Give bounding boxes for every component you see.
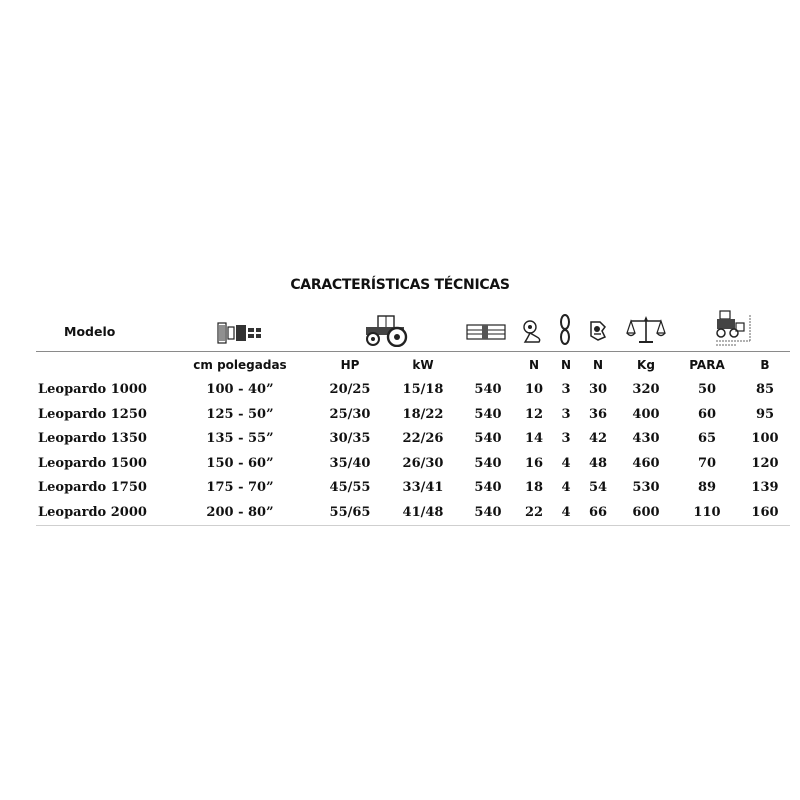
- table-row: [0, 501, 800, 525]
- unit-b: B: [760, 358, 770, 372]
- cell-kg: 400: [632, 406, 660, 422]
- cell-width: 125 - 50”: [206, 406, 274, 422]
- scale-weight-icon: [626, 315, 666, 345]
- model-header: Modelo: [64, 324, 116, 339]
- cell-hp: 25/30: [329, 406, 371, 422]
- cell-model: Leopardo 1250: [38, 406, 147, 422]
- table-row: [0, 452, 800, 476]
- cell-n2: 4: [561, 505, 571, 520]
- cell-n2: 3: [561, 382, 571, 397]
- cell-n1: 22: [524, 505, 544, 520]
- cell-n3: 42: [588, 431, 608, 447]
- cell-model: Leopardo 1750: [38, 480, 147, 496]
- cell-hp: 55/65: [329, 505, 371, 520]
- cell-model: Leopardo 2000: [38, 505, 147, 520]
- table-row: [0, 476, 800, 500]
- cell-pto: 540: [474, 455, 502, 471]
- chain-icon: [556, 313, 574, 347]
- working-width-icon: [216, 319, 264, 347]
- cell-width: 200 - 80”: [206, 505, 274, 520]
- unit-n2: N: [560, 358, 572, 372]
- icon-header-row: [0, 319, 800, 349]
- cell-hp: 20/25: [329, 382, 371, 397]
- tractor-icon: [362, 313, 410, 347]
- unit-width: cm polegadas: [193, 358, 287, 372]
- cell-n3: 66: [588, 505, 608, 520]
- cell-n2: 3: [561, 406, 571, 422]
- cell-model: Leopardo 1000: [38, 382, 147, 397]
- cell-n3: 36: [588, 406, 608, 422]
- header-divider: [36, 351, 790, 352]
- cell-n1: 14: [524, 431, 544, 447]
- pto-shaft-icon: [466, 323, 506, 341]
- cell-n2: 4: [561, 480, 571, 496]
- cell-b: 95: [755, 406, 775, 422]
- rotor-icon: [521, 319, 545, 345]
- cell-n2: 4: [561, 455, 571, 471]
- cell-b: 100: [751, 431, 779, 447]
- cell-n3: 48: [588, 455, 608, 471]
- cell-width: 175 - 70”: [206, 480, 274, 496]
- cell-a: 70: [697, 455, 717, 471]
- cell-kw: 22/26: [402, 431, 444, 447]
- cell-pto: 540: [474, 382, 502, 397]
- cell-a: 65: [697, 431, 717, 447]
- cell-pto: 540: [474, 431, 502, 447]
- cell-kg: 320: [632, 382, 660, 397]
- unit-hp: HP: [340, 358, 360, 372]
- cell-width: 135 - 55”: [206, 431, 274, 447]
- cell-width: 100 - 40”: [206, 382, 274, 397]
- cell-b: 139: [751, 480, 779, 496]
- cell-n1: 18: [524, 480, 544, 496]
- table-row: [0, 427, 800, 451]
- cell-width: 150 - 60”: [206, 455, 274, 471]
- unit-kg: Kg: [637, 358, 655, 372]
- hammer-blade-icon: [588, 319, 608, 343]
- dimensions-icon: [712, 309, 754, 347]
- cell-kw: 26/30: [402, 455, 444, 471]
- page-title: CARACTERÍSTICAS TÉCNICAS: [290, 277, 510, 293]
- cell-hp: 45/55: [329, 480, 371, 496]
- unit-n1: N: [528, 358, 540, 372]
- unit-a: PARA: [689, 358, 725, 372]
- cell-hp: 35/40: [329, 455, 371, 471]
- cell-n1: 10: [524, 382, 544, 397]
- cell-n1: 16: [524, 455, 544, 471]
- cell-a: 89: [697, 480, 717, 496]
- unit-kw: kW: [412, 358, 434, 372]
- cell-pto: 540: [474, 406, 502, 422]
- table-row: [0, 378, 800, 402]
- cell-kw: 41/48: [402, 505, 444, 520]
- cell-kg: 600: [632, 505, 660, 520]
- cell-kw: 33/41: [402, 480, 444, 496]
- cell-b: 160: [751, 505, 779, 520]
- units-header-row: [0, 353, 800, 377]
- cell-a: 50: [697, 382, 717, 397]
- cell-kg: 460: [632, 455, 660, 471]
- cell-a: 60: [697, 406, 717, 422]
- cell-hp: 30/35: [329, 431, 371, 447]
- cell-b: 120: [751, 455, 779, 471]
- cell-b: 85: [755, 382, 775, 397]
- cell-kg: 430: [632, 431, 660, 447]
- unit-n3: N: [592, 358, 604, 372]
- cell-n1: 12: [524, 406, 544, 422]
- cell-a: 110: [693, 505, 721, 520]
- cell-n3: 54: [588, 480, 608, 496]
- cell-n2: 3: [561, 431, 571, 447]
- cell-model: Leopardo 1350: [38, 431, 147, 447]
- cell-n3: 30: [588, 382, 608, 397]
- cell-pto: 540: [474, 480, 502, 496]
- cell-model: Leopardo 1500: [38, 455, 147, 471]
- table-bottom-divider: [36, 525, 790, 526]
- cell-pto: 540: [474, 505, 502, 520]
- cell-kg: 530: [632, 480, 660, 496]
- table-row: [0, 403, 800, 427]
- cell-kw: 15/18: [402, 382, 444, 397]
- cell-kw: 18/22: [402, 406, 444, 422]
